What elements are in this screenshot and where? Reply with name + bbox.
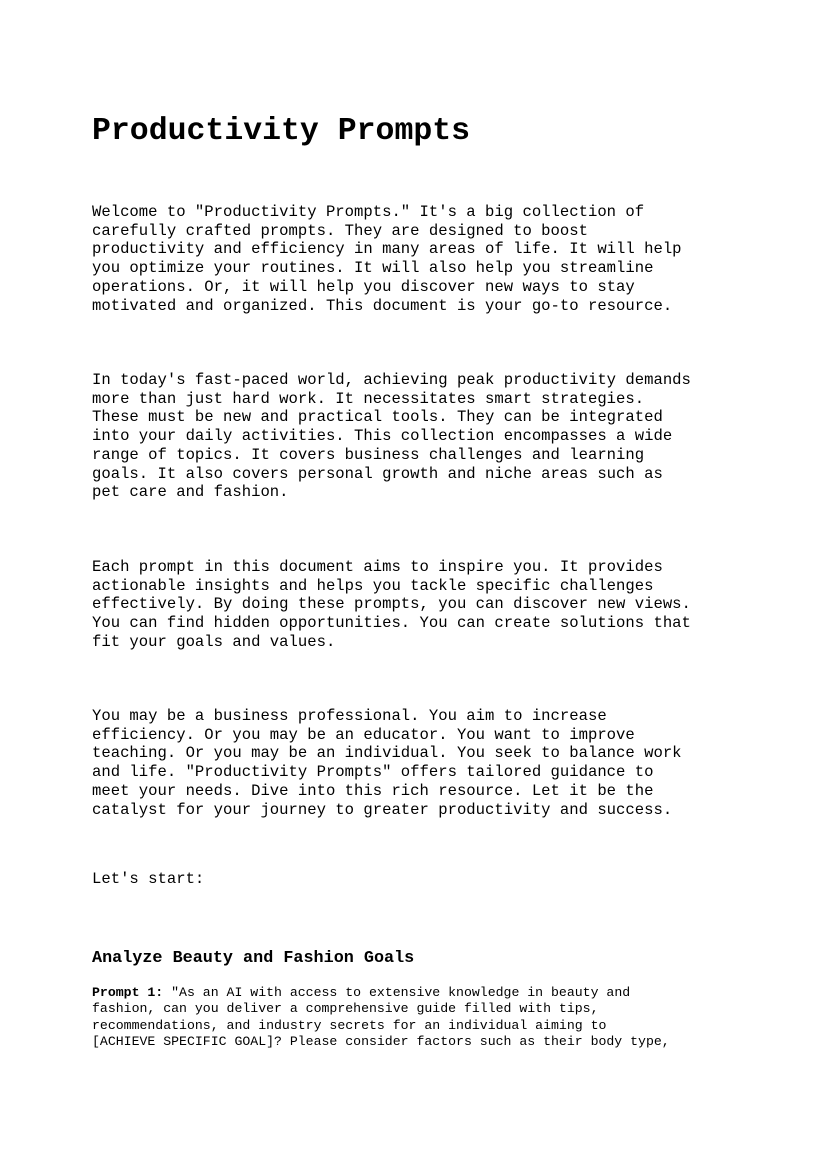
prompt-label: Prompt 1: [92,985,164,1000]
document-title: Productivity Prompts [92,114,471,149]
purpose-paragraph: Each prompt in this document aims to inspire you. It provides actionable insights and helps you tackle specific challenges effectively. By doing these prompts, you can discover new views. You can find hidden opportunities. You can create solutions that fit your goals and values. [92,558,691,651]
intro-paragraph: Welcome to "Productivity Prompts." It's a big collection of carefully crafted prompts. They are designed to boost productivity and efficiency in many areas of life. It will help you optimize your routines. It will also help you streamline operations. Or, it will help you discover new ways to stay motivated and organized. This document is your go-to resource. [92,203,682,315]
audience-paragraph: You may be a business professional. You aim to increase efficiency. Or you may be an educator. You want to improve teaching. Or you may be an individual. You seek to balance work and life. "Productivity Prompts" offers tailored guidance to meet your needs. Dive into this rich resource. Let it be the catalyst for your journey to greater productivity and success. [92,707,682,819]
section-heading: Analyze Beauty and Fashion Goals [92,949,415,968]
prompt-text: "As an AI with access to extensive knowledge in beauty and fashion, can you deliver a comprehensive guide filled with tips, recommendations, and industry secrets for an individual aiming to [ACHIEVE SPECIFIC GOAL]? Please consider factors such as their body type, [92,985,670,1049]
prompt-1 [92,985,752,1050]
lets-start-text: Let's start: [92,870,205,888]
context-paragraph: In today's fast-paced world, achieving peak productivity demands more than just hard work. It necessitates smart strategies. These must be new and practical tools. They can be integrated into your daily activities. This collection encompasses a wide range of topics. It covers business challenges and learning goals. It also covers personal growth and niche areas such as pet care and fashion. [92,371,691,502]
